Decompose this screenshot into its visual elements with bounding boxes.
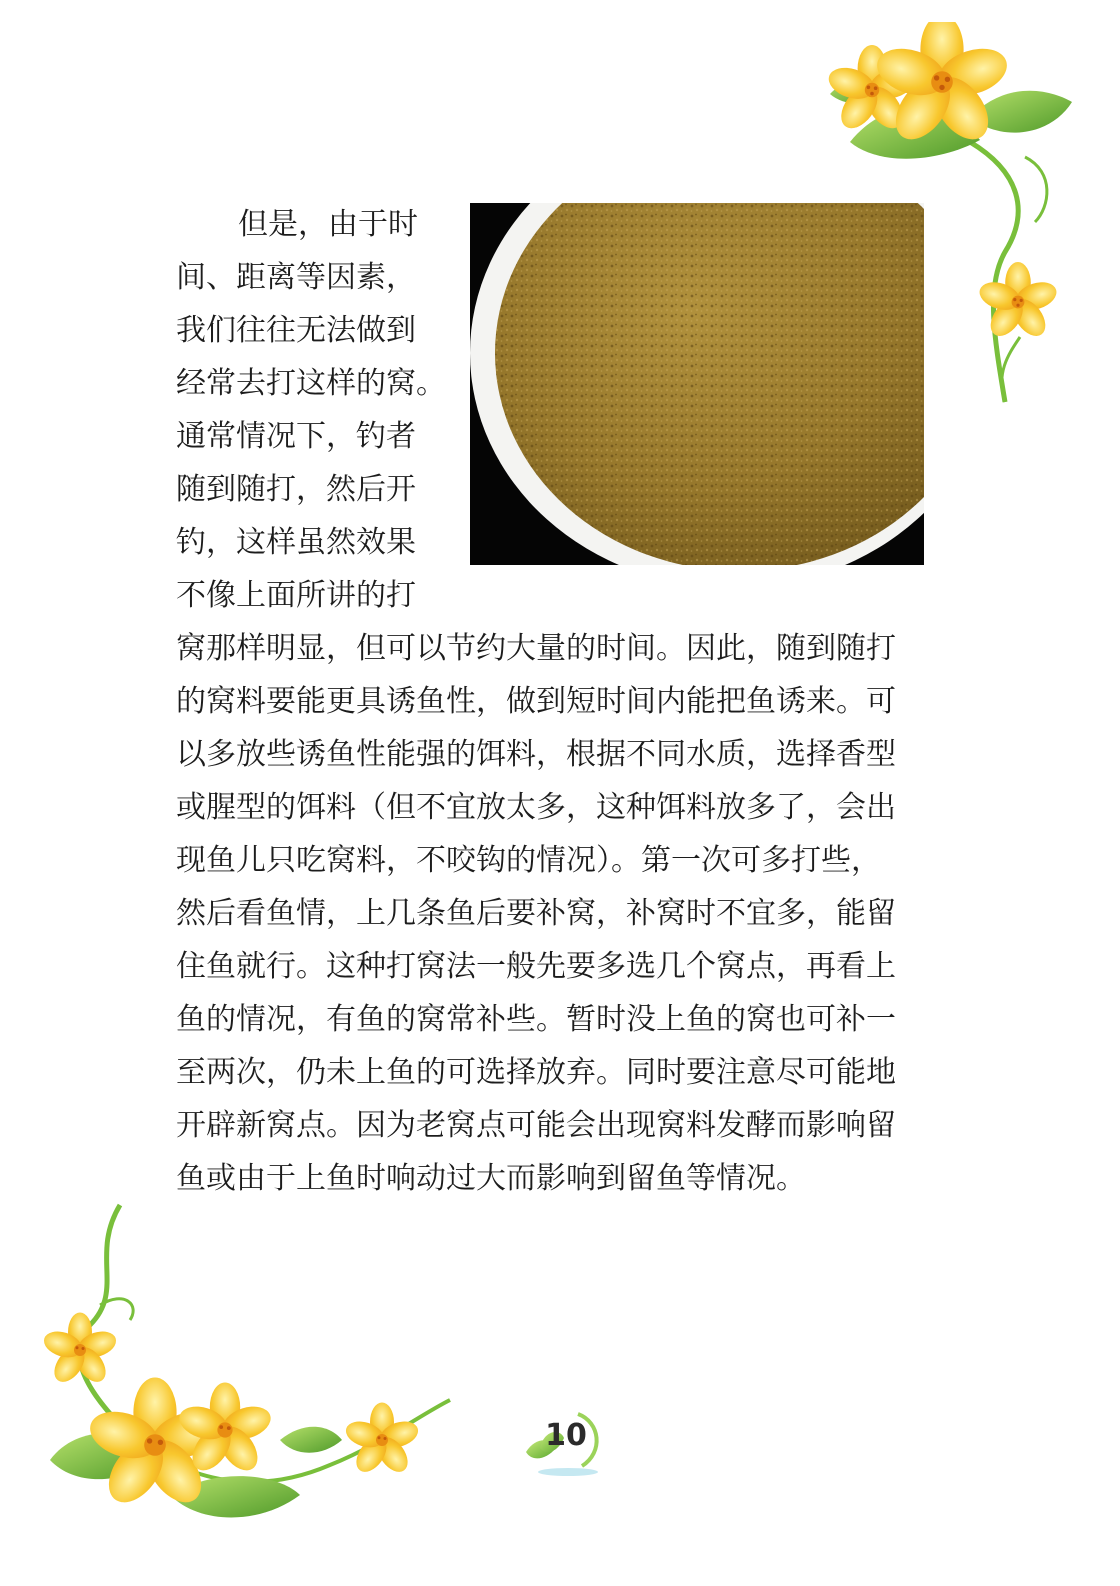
text-line: 然后看鱼情，上几条鱼后要补窝，补窝时不宜多，能留 [176, 896, 896, 931]
text-line: 住鱼就行。这种打窝法一般先要多选几个窝点，再看上 [176, 949, 896, 984]
text-line: 窝那样明显，但可以节约大量的时间。因此，随到随打 [176, 631, 896, 666]
text-line: 现鱼儿只吃窝料，不咬钩的情况）。第一次可多打些， [176, 843, 881, 878]
text-line: 开辟新窝点。因为老窝点可能会出现窝料发酵而影响留 [176, 1108, 896, 1143]
bowl-of-groundbait-icon [470, 203, 924, 565]
text-line: 但是，由于时 [238, 207, 418, 242]
article-text-full [176, 622, 956, 1205]
text-line: 不像上面所讲的打 [176, 578, 416, 613]
text-line: 间、距离等因素， [176, 260, 416, 295]
groundbait-photo [470, 203, 924, 565]
text-line: 随到随打，然后开 [176, 472, 416, 507]
article-text-wrapped [176, 198, 456, 622]
text-line: 我们往往无法做到 [176, 313, 416, 348]
text-line: 的窝料要能更具诱鱼性，做到短时间内能把鱼诱来。可 [176, 684, 896, 719]
page-number: 10 [545, 1418, 587, 1453]
text-line: 或腥型的饵料（但不宜放太多，这种饵料放多了，会出 [176, 790, 896, 825]
text-line: 以多放些诱鱼性能强的饵料，根据不同水质，选择香型 [176, 737, 896, 772]
text-line: 通常情况下，钓者 [176, 419, 416, 454]
text-line: 经常去打这样的窝。 [176, 366, 446, 401]
text-line: 钓，这样虽然效果 [176, 525, 416, 560]
flower-vine-bottom-left-icon [30, 1195, 480, 1535]
text-line: 鱼的情况，有鱼的窝常补些。暂时没上鱼的窝也可补一 [176, 1002, 896, 1037]
text-line: 至两次，仍未上鱼的可选择放弃。同时要注意尽可能地 [176, 1055, 896, 1090]
text-line: 鱼或由于上鱼时响动过大而影响到留鱼等情况。 [176, 1161, 806, 1196]
